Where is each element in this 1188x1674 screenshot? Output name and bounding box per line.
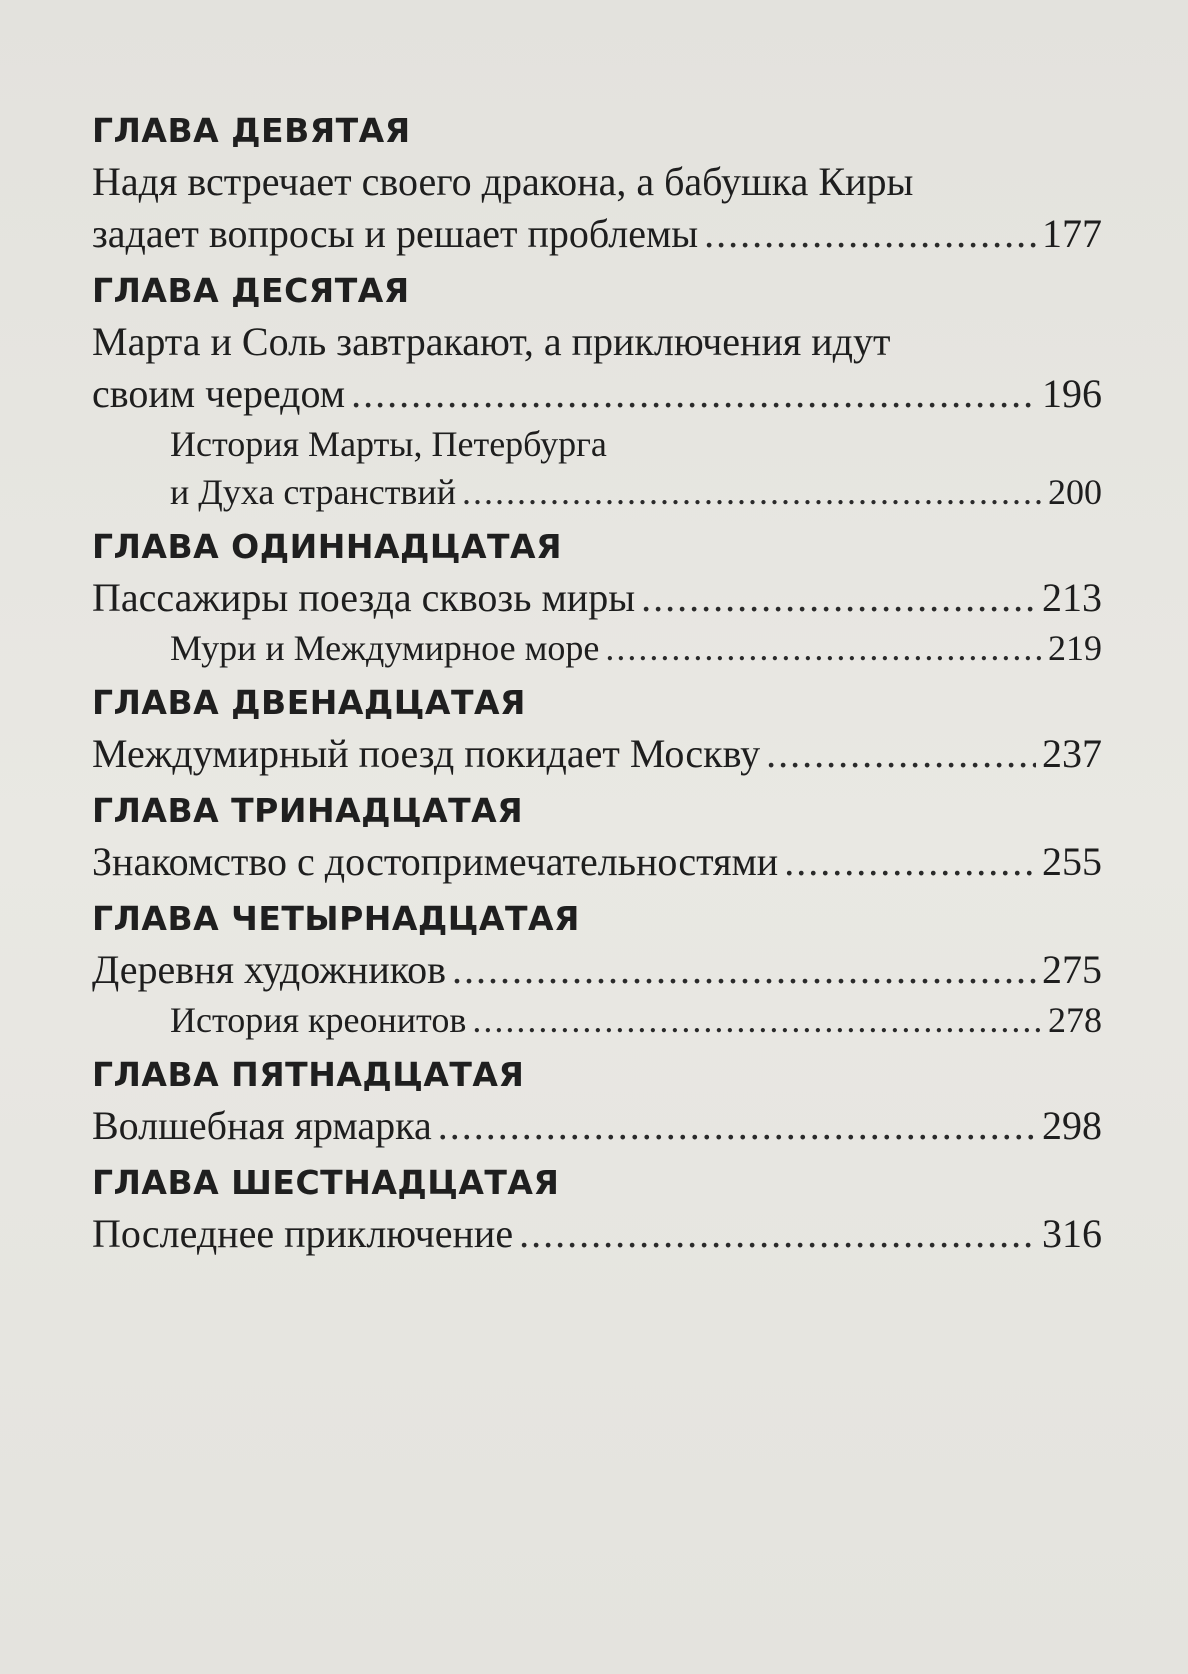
dot-leader xyxy=(472,996,1042,1044)
toc-entry xyxy=(92,1208,1102,1260)
chapter-heading: ГЛАВА ЧЕТЫРНАДЦАТАЯ xyxy=(92,899,580,938)
table-of-contents xyxy=(92,100,1102,1260)
chapter-heading: ГЛАВА ТРИНАДЦАТАЯ xyxy=(92,791,524,830)
dot-leader xyxy=(519,1208,1036,1260)
toc-entry xyxy=(92,316,1102,420)
toc-entry xyxy=(92,836,1102,888)
toc-subentry xyxy=(92,624,1102,672)
entry-leader-line xyxy=(92,368,1102,420)
page-number: 237 xyxy=(1042,731,1102,776)
dot-leader xyxy=(766,728,1036,780)
entry-leader-line xyxy=(92,572,1102,624)
dot-leader xyxy=(462,468,1042,516)
chapter-heading: ГЛАВА ОДИННАДЦАТАЯ xyxy=(92,527,563,566)
entry-leader-line xyxy=(92,944,1102,996)
toc-subentry xyxy=(92,996,1102,1044)
dot-leader xyxy=(704,208,1036,260)
chapter-heading: ГЛАВА ДЕВЯТАЯ xyxy=(92,111,411,150)
page-number: 278 xyxy=(1048,1000,1102,1040)
dot-leader xyxy=(452,944,1036,996)
dot-leader xyxy=(438,1100,1036,1152)
entry-leader-line xyxy=(170,996,1102,1044)
page-number: 196 xyxy=(1042,371,1102,416)
toc-entry xyxy=(92,944,1102,996)
page-number: 200 xyxy=(1048,472,1102,512)
page-number: 275 xyxy=(1042,947,1102,992)
page-number: 298 xyxy=(1042,1103,1102,1148)
toc-subentry xyxy=(92,420,1102,516)
page-number: 255 xyxy=(1042,839,1102,884)
toc-entry xyxy=(92,572,1102,624)
entry-title-line: История Марты, Петербурга xyxy=(170,424,607,464)
entry-leader-line xyxy=(170,624,1102,672)
entry-leader-line xyxy=(170,468,1102,516)
dot-leader xyxy=(784,836,1036,888)
entry-title: Мури и Междумирное море xyxy=(170,628,600,668)
entry-title: Междумирный поезд покидает Москву xyxy=(92,731,761,776)
toc-entry xyxy=(92,728,1102,780)
entry-title-line: Надя встречает своего дракона, а бабушка Киры xyxy=(92,159,914,204)
entry-title-line: Марта и Соль завтракают, а приключения идут xyxy=(92,319,891,364)
entry-title: Знакомство с достопримечательностями xyxy=(92,839,779,884)
entry-title: своим чередом xyxy=(92,371,346,416)
chapter-heading: ГЛАВА ДВЕНАДЦАТАЯ xyxy=(92,683,526,722)
chapter-heading: ГЛАВА ШЕСТНАДЦАТАЯ xyxy=(92,1163,560,1202)
entry-title: Деревня художников xyxy=(92,947,447,992)
entry-title: и Духа странствий xyxy=(170,472,456,512)
entry-leader-line xyxy=(92,836,1102,888)
dot-leader xyxy=(641,572,1036,624)
entry-leader-line xyxy=(92,1100,1102,1152)
page-number: 213 xyxy=(1042,575,1102,620)
entry-title: задает вопросы и решает проблемы xyxy=(92,211,699,256)
chapter-heading: ГЛАВА ДЕСЯТАЯ xyxy=(92,271,410,310)
entry-title: История креонитов xyxy=(170,1000,467,1040)
chapter-heading: ГЛАВА ПЯТНАДЦАТАЯ xyxy=(92,1055,525,1094)
entry-title: Последнее приключение xyxy=(92,1211,514,1256)
entry-title: Пассажиры поезда сквозь миры xyxy=(92,575,636,620)
entry-leader-line xyxy=(92,728,1102,780)
toc-entry xyxy=(92,1100,1102,1152)
dot-leader xyxy=(351,368,1036,420)
toc-entry xyxy=(92,156,1102,260)
page-number: 177 xyxy=(1042,211,1102,256)
entry-leader-line xyxy=(92,208,1102,260)
page-number: 219 xyxy=(1048,628,1102,668)
page-number: 316 xyxy=(1042,1211,1102,1256)
dot-leader xyxy=(605,624,1042,672)
entry-leader-line xyxy=(92,1208,1102,1260)
entry-title: Волшебная ярмарка xyxy=(92,1103,432,1148)
